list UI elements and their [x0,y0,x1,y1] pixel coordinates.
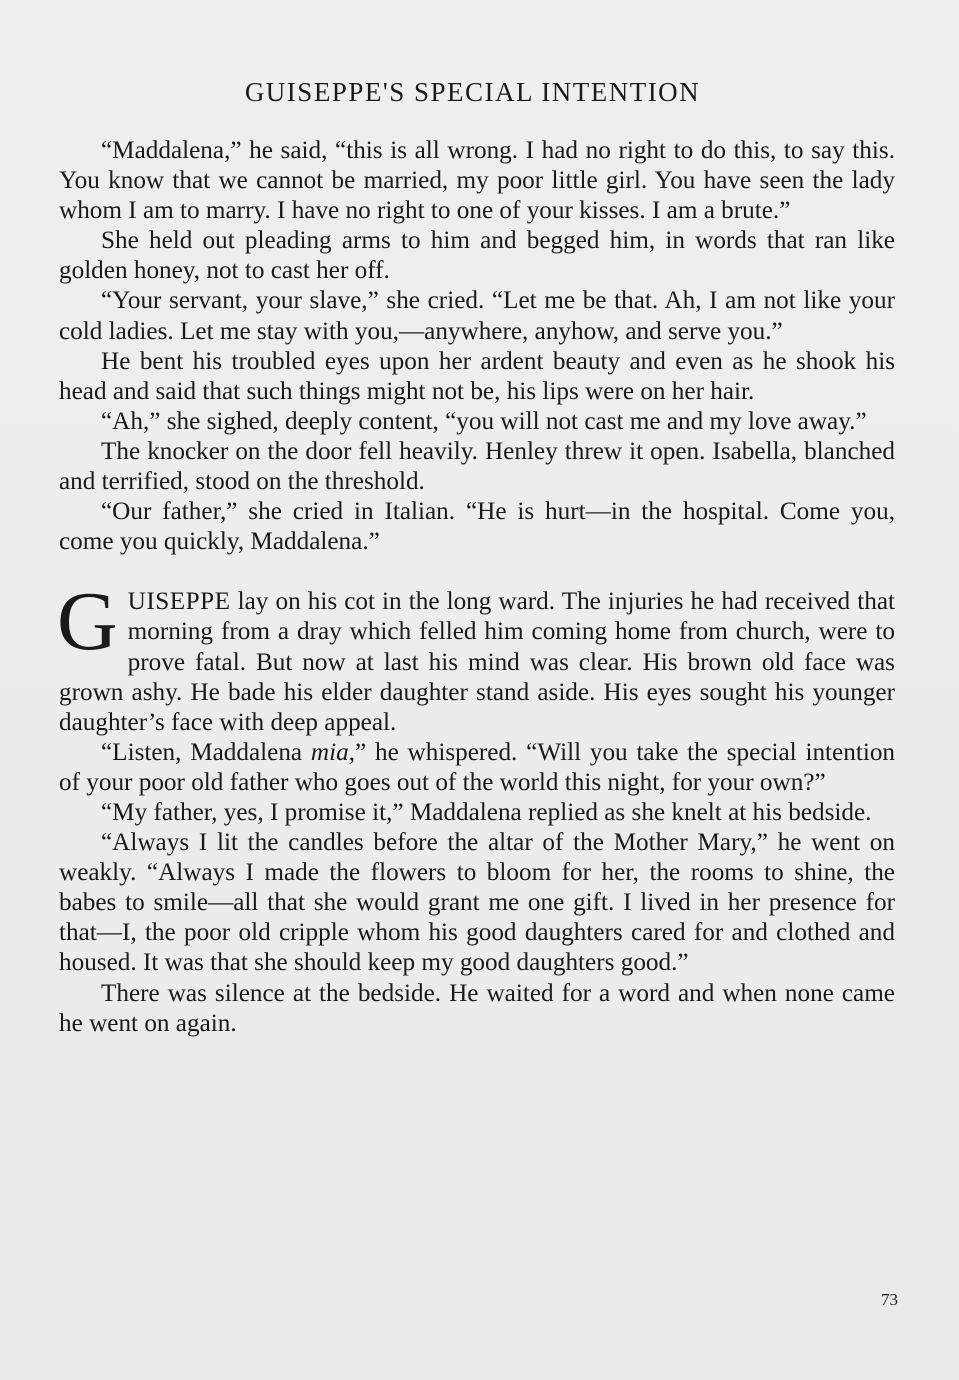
section-opening-paragraph [57,575,895,737]
paragraph: “Always I lit the candles before the altar of the Mother Mary,” he went on weakly. “Always I made the flowers to bloom for her, the rooms to shine, the babes to smile—all that she would grant me one gift. I lived in her presence for that—I, the poor old cripple whom his good daughters cared for and clothed and housed. It was that she should keep my good daughters good.” [59,829,895,977]
section-lead-word: UISEPPE [127,588,231,616]
paragraph: She held out pleading arms to him and begged him, in words that ran like golden honey, not to cast her off. [59,227,895,285]
paragraph [59,738,895,798]
paragraph: There was silence at the bedside. He waited for a word and when none came he went on again. [59,979,895,1037]
paragraph: “My father, yes, I promise it,” Maddalena replied as she knelt at his bedside. [101,798,872,826]
body-text [59,136,895,1039]
paragraph: The knocker on the door fell heavily. Henley threw it open. Isabella, blanched and terrified, stood on the threshold. [59,437,895,496]
section-text: lay on his cot in the long ward. The injuries he had received that morning from a dray which felled him coming home from church, were to prove fatal. But now at last his mind was clear. His brown old face was grown ashy. He bade his elder daughter stand aside. His eyes sought his younger daughter’s face with deep appeal. [59,588,895,736]
italic-word: mia [310,738,349,766]
listen-text-before: “Listen, Maddalena [101,738,311,766]
paragraph: “Our father,” she cried in Italian. “He is hurt—in the hospital. Come you, come you quickly, Maddalena.” [59,498,895,556]
page-number: 73 [881,1290,898,1309]
drop-cap: G [57,575,118,669]
running-header: GUISEPPE'S SPECIAL INTENTION [244,77,701,107]
paragraph: “Ah,” she sighed, deeply content, “you will not cast me and my love away.” [101,407,867,435]
listen-text-after: ,” he whispered. “Will you take the special intention of your poor old father who goes out of the world this night, for your own?” [59,738,896,796]
paragraph: “Your servant, your slave,” she cried. “Let me be that. Ah, I am not like your cold ladies. Let me stay with you,—anywhere, anyhow, and serve you.” [59,287,895,345]
paragraph: He bent his troubled eyes upon her ardent beauty and even as he shook his head and said that such things might not be, his lips were on her hair. [59,347,895,405]
paragraph: “Maddalena,” he said, “this is all wrong. I had no right to do this, to say this. You know that we cannot be married, my poor little girl. You have seen the lady whom I am to marry. I have no right to one of your kisses. I am a brute.” [59,137,895,225]
